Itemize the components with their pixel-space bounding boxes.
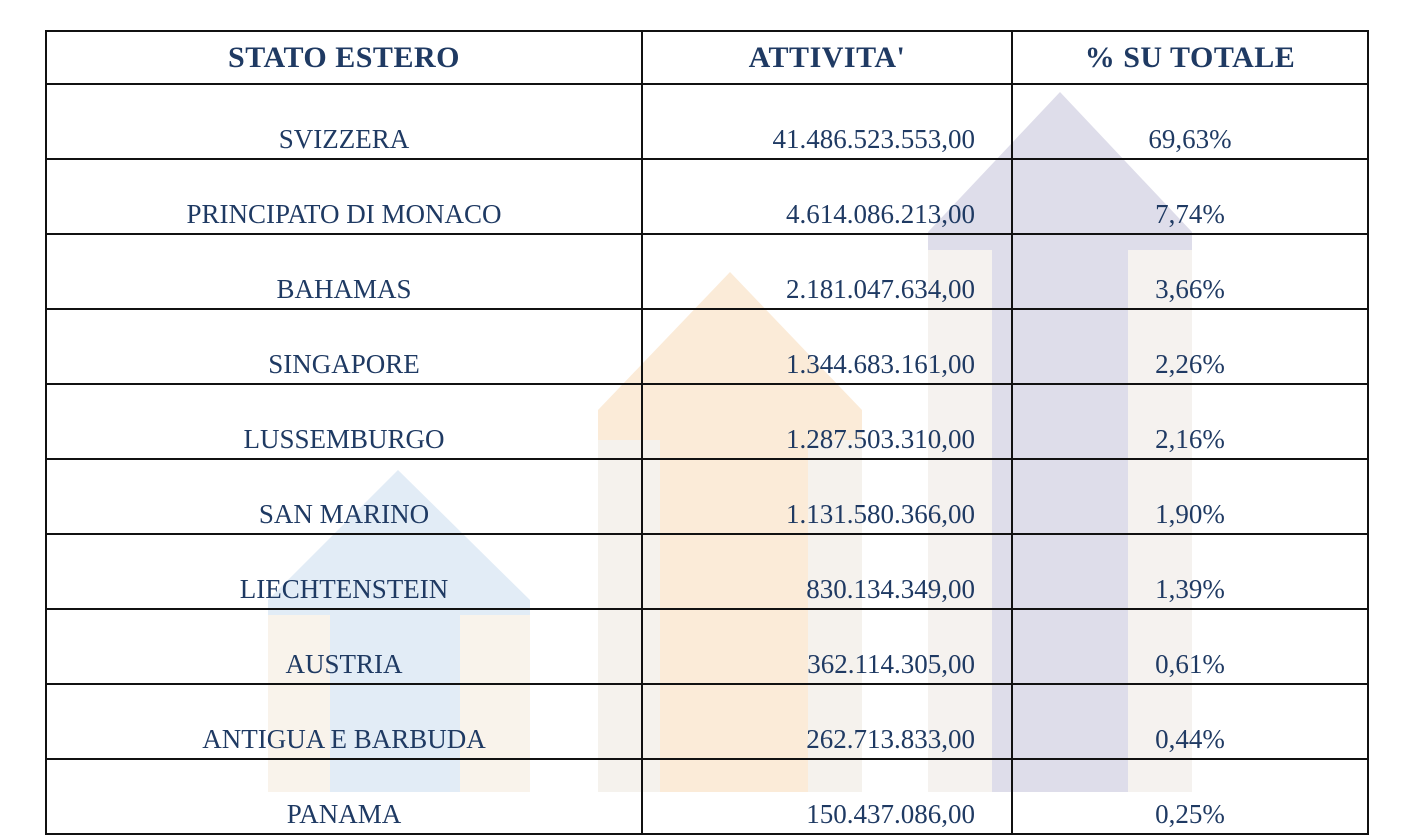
table-row [46, 534, 1368, 609]
table-container [45, 30, 1369, 835]
cell-country: BAHAMAS [46, 234, 642, 309]
table-header-row [46, 31, 1368, 84]
foreign-assets-table [45, 30, 1369, 835]
cell-percentage: 0,25% [1012, 759, 1368, 834]
cell-activity: 1.131.580.366,00 [642, 459, 1012, 534]
cell-percentage: 69,63% [1012, 84, 1368, 159]
cell-country: ANTIGUA E BARBUDA [46, 684, 642, 759]
table-row [46, 459, 1368, 534]
cell-activity: 830.134.349,00 [642, 534, 1012, 609]
cell-activity: 150.437.086,00 [642, 759, 1012, 834]
cell-activity: 4.614.086.213,00 [642, 159, 1012, 234]
cell-country: AUSTRIA [46, 609, 642, 684]
cell-activity: 362.114.305,00 [642, 609, 1012, 684]
cell-country: SAN MARINO [46, 459, 642, 534]
cell-country: LIECHTENSTEIN [46, 534, 642, 609]
cell-percentage: 2,26% [1012, 309, 1368, 384]
cell-activity: 1.344.683.161,00 [642, 309, 1012, 384]
cell-percentage: 7,74% [1012, 159, 1368, 234]
cell-country: PANAMA [46, 759, 642, 834]
table-row [46, 84, 1368, 159]
header-activity: ATTIVITA' [642, 31, 1012, 84]
table-row [46, 759, 1368, 834]
header-country: STATO ESTERO [46, 31, 642, 84]
cell-country: LUSSEMBURGO [46, 384, 642, 459]
table-row [46, 384, 1368, 459]
table-row [46, 609, 1368, 684]
cell-percentage: 1,90% [1012, 459, 1368, 534]
cell-percentage: 0,44% [1012, 684, 1368, 759]
cell-activity: 1.287.503.310,00 [642, 384, 1012, 459]
cell-percentage: 2,16% [1012, 384, 1368, 459]
cell-percentage: 3,66% [1012, 234, 1368, 309]
cell-percentage: 1,39% [1012, 534, 1368, 609]
table-row [46, 309, 1368, 384]
table-row [46, 234, 1368, 309]
cell-activity: 41.486.523.553,00 [642, 84, 1012, 159]
cell-country: SVIZZERA [46, 84, 642, 159]
cell-percentage: 0,61% [1012, 609, 1368, 684]
cell-country: SINGAPORE [46, 309, 642, 384]
table-row [46, 684, 1368, 759]
cell-activity: 262.713.833,00 [642, 684, 1012, 759]
table-row [46, 159, 1368, 234]
cell-country: PRINCIPATO DI MONACO [46, 159, 642, 234]
cell-activity: 2.181.047.634,00 [642, 234, 1012, 309]
header-percentage: % SU TOTALE [1012, 31, 1368, 84]
